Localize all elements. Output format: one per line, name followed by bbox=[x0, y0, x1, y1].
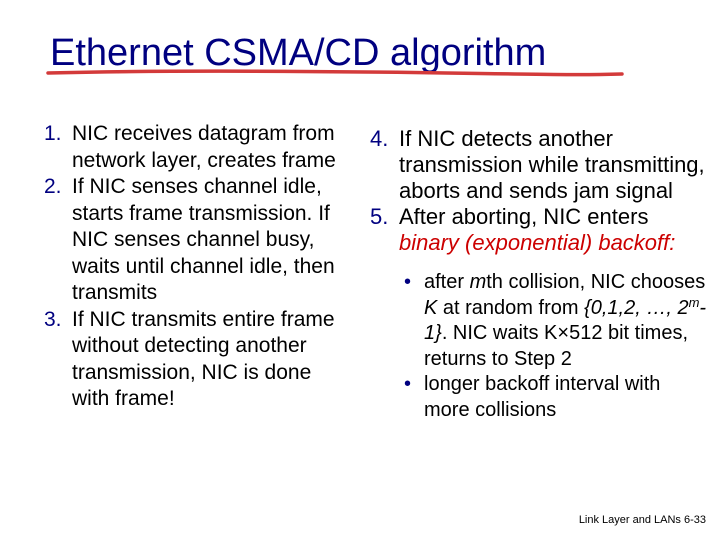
right-column bbox=[370, 126, 710, 423]
bullet-text: th collision, NIC chooses bbox=[486, 271, 706, 293]
step-text: If NIC detects another transmission while transmitting, aborts and sends jam signal bbox=[399, 126, 705, 203]
bullet-item bbox=[400, 270, 710, 372]
step-2 bbox=[44, 174, 344, 307]
bullet-text: after bbox=[424, 271, 470, 293]
step-number: 1. bbox=[44, 122, 62, 145]
bullet-text: longer backoff interval with more collisions bbox=[424, 373, 661, 421]
backoff-highlight: binary (exponential) backoff: bbox=[399, 230, 676, 255]
step-1 bbox=[44, 121, 344, 174]
step-text: NIC receives datagram from network layer, creates frame bbox=[72, 122, 336, 172]
set-open: {0,1,2, …, 2 bbox=[584, 296, 689, 319]
var-k: K bbox=[424, 296, 438, 319]
step-5 bbox=[370, 204, 710, 256]
bullet-text: . NIC waits K×512 bit times, returns to Step 2 bbox=[424, 322, 689, 370]
step-number: 4. bbox=[370, 126, 389, 151]
set-close: -1} bbox=[424, 296, 707, 344]
step-number: 2. bbox=[44, 175, 62, 198]
exponent: m bbox=[688, 294, 700, 310]
bullet-dot: • bbox=[404, 271, 412, 293]
step-text: If NIC transmits entire frame without detecting another transmission, NIC is done with frame! bbox=[72, 307, 335, 410]
step-text: After aborting, NIC enters bbox=[399, 204, 649, 229]
slide-title: Ethernet CSMA/CD algorithm bbox=[50, 32, 547, 74]
bullet-dot: • bbox=[404, 373, 412, 395]
bullet-text: at random from bbox=[437, 296, 585, 319]
bullet-item bbox=[400, 372, 710, 423]
slide-footer: Link Layer and LANs 6-33 bbox=[578, 514, 706, 526]
left-column bbox=[44, 121, 344, 413]
step-text: If NIC senses channel idle, starts frame transmission. If NIC senses channel busy, waits until channel idle, then transmits bbox=[72, 175, 335, 304]
step-4 bbox=[370, 126, 710, 204]
title-underline bbox=[46, 66, 626, 80]
backoff-bullets bbox=[400, 270, 710, 423]
step-3 bbox=[44, 307, 344, 413]
step-number: 5. bbox=[370, 204, 389, 229]
var-m: m bbox=[469, 271, 487, 293]
step-number: 3. bbox=[44, 307, 62, 331]
